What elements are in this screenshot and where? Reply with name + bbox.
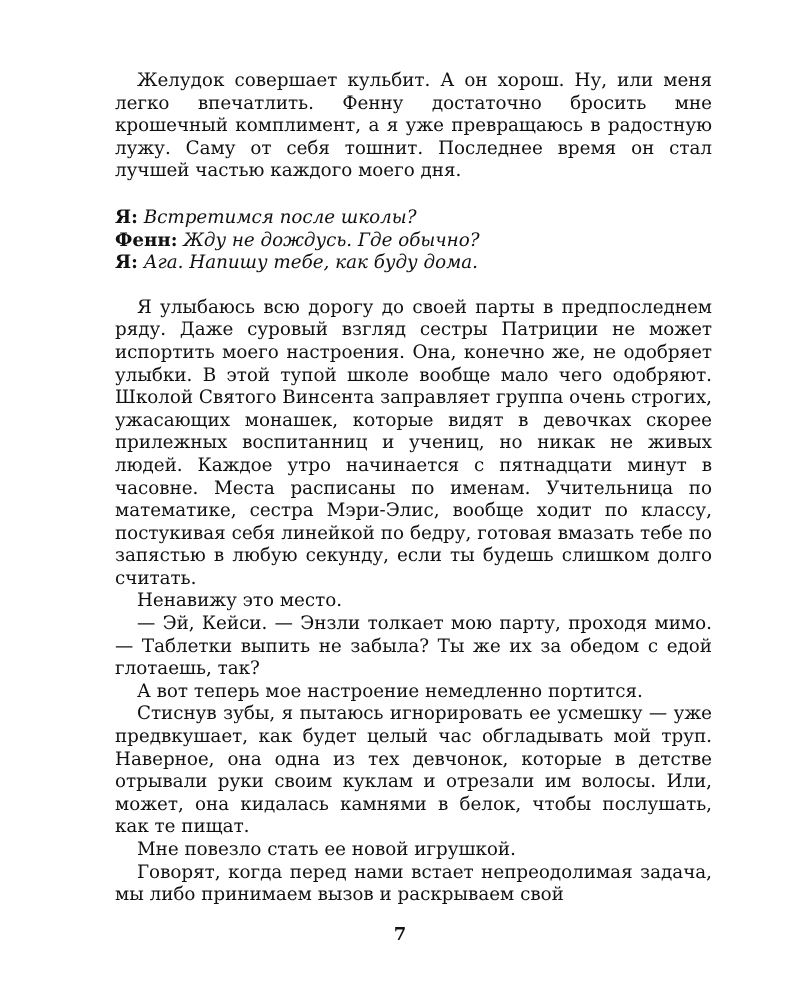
chat-line [115,252,712,275]
chat-message: Жду не дождусь. Где обычно? [183,229,480,251]
paragraph: Я улыбаюсь всю дорогу до своей парты в предпоследнем ряду. Даже суровый взгляд сестры Патриции не может испортить моего настроения. Она, конечно же, не одобряет улыбки. В этой тупой школе вообще мало чего одобряют. Школой Святого Винсента заправляет группа очень строгих, ужасающих монашек, которые видят в девочках скорее прилежных воспитанниц и учениц, но никак не живых людей. Каждое утро начинается с пятнадцати минут в часовне. Места расписаны по именам. Учительница по математике, сестра Мэри-Элис, вообще ходит по классу, постукивая себя линейкой по бедру, готовая вмазать тебе по запястью в любую секунду, если ты будешь слишком долго считать. [115,296,712,589]
chat-speaker: Фенн: [115,229,178,251]
paragraph: Мне повезло стать ее новой игрушкой. [136,839,516,860]
paragraph: — Эй, Кейси. — Энзли толкает мою парту, проходя мимо. — Таблетки выпить не забыла? Ты же их за обедом с едой глотаешь, так? [115,613,712,680]
chat-message: Ага. Напишу тебе, как буду дома. [143,252,478,274]
page-number: 7 [393,924,407,945]
text-message-exchange [115,207,712,275]
paragraph: Желудок совершает кульбит. А он хорош. Ну, или меня легко впечатлить. Фенну достаточно бросить мне крошечный комплимент, а я уже превращаюсь в радостную лужу. Саму от себя тошнит. Последнее время он стал лучшей частью каждого моего дня. [115,70,712,182]
chat-line [115,207,712,230]
paragraph: Говорят, когда перед нами встает непреодолимая задача, мы либо принимаем вызов и раскрываем свой [115,861,712,906]
paragraph: А вот теперь мое настроение немедленно портится. [136,680,643,702]
chat-message: Встретимся после школы? [143,206,417,228]
chat-speaker: Я: [115,252,138,274]
chat-line [115,230,712,253]
chat-speaker: Я: [115,206,138,228]
paragraph: Стиснув зубы, я пытаюсь игнорировать ее усмешку — уже предвкушает, как будет целый час обгладывать мой труп. Наверное, она одна из тех девчонок, которые в детстве отрывали руки своим куклам и отрезали им волосы. Или, может, она кидалась камнями в белок, чтобы послушать, как те пищат. [115,703,712,838]
body-text [115,70,712,907]
paragraph: Ненавижу это место. [136,590,343,612]
